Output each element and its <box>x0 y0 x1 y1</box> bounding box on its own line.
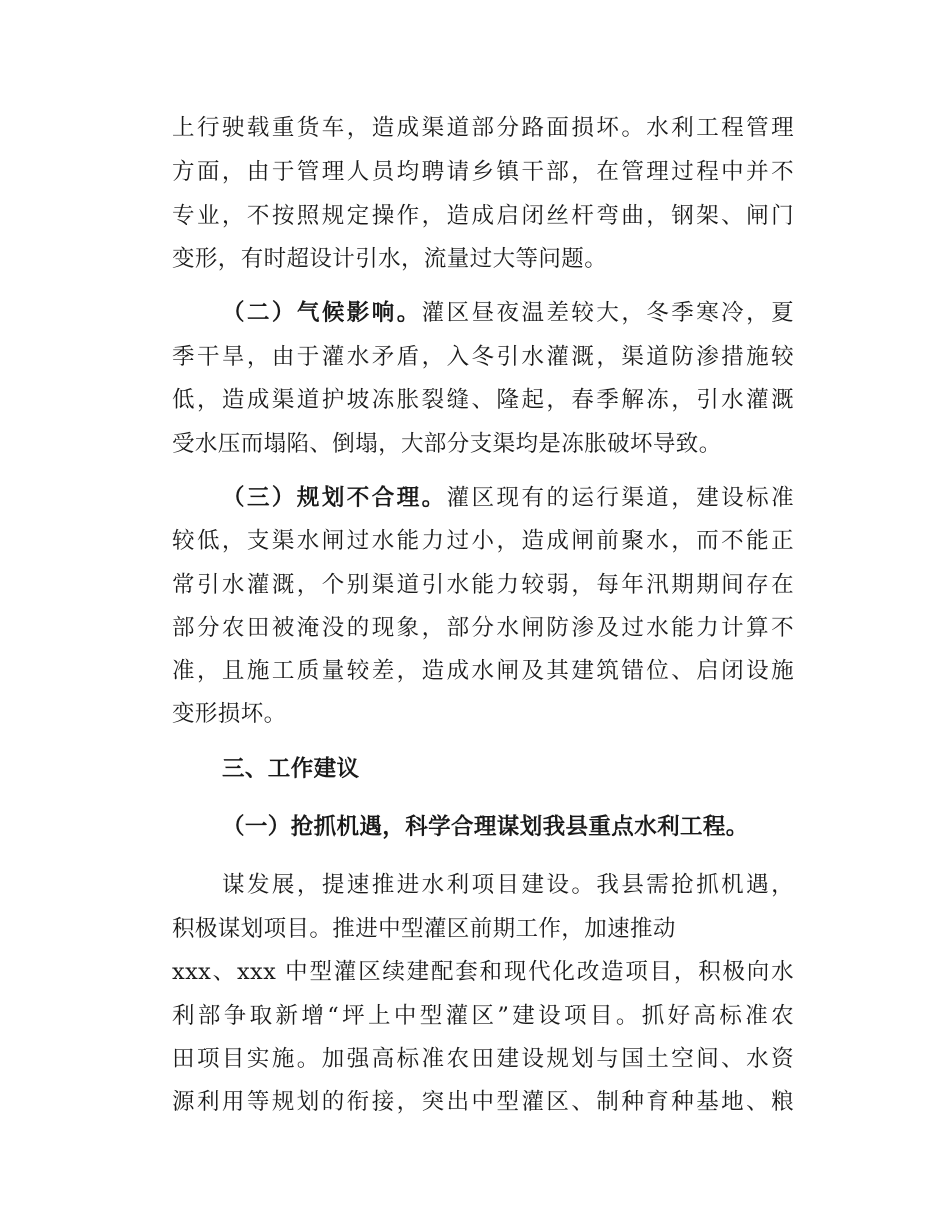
paragraph-3-line-1 <box>222 483 794 513</box>
paragraph-2-line-1 <box>222 298 794 328</box>
paragraph-2-line-2: 季干旱，由于灌水矛盾，入冬引水灌溉，渠道防渗措施较 <box>172 344 794 370</box>
paragraph-2-lead: （二）气候影响。 <box>222 300 422 326</box>
paragraph-4-line-4: 利部争取新增“坪上中型灌区”建设项目。抓好高标准农 <box>172 1003 794 1029</box>
paragraph-2-line-3: 低，造成渠道护坡冻胀裂缝、隆起，春季解冻，引水灌溉 <box>172 387 794 413</box>
paragraph-2-first-rest: 灌区昼夜温差较大，冬季寒冷，夏 <box>421 300 794 326</box>
paragraph-3-line-5: 准，且施工质量较差，造成水闸及其建筑错位、启闭设施 <box>172 658 794 684</box>
paragraph-3-line-6: 变形损坏。 <box>172 701 287 727</box>
subsection-heading: （一）抢抓机遇，科学合理谋划我县重点水利工程。 <box>222 814 749 840</box>
paragraph-3-first-rest: 灌区现有的运行渠道，建设标准 <box>446 485 794 511</box>
paragraph-4-line-2: 积极谋划项目。推进中型灌区前期工作，加速推动 <box>172 916 676 942</box>
paragraph-4-line-5: 田项目实施。加强高标准农田建设规划与国土空间、水资 <box>172 1046 794 1072</box>
section-heading: 三、工作建议 <box>222 756 360 782</box>
paragraph-4-line-6: 源利用等规划的衔接，突出中型灌区、制种育种基地、粮 <box>172 1089 794 1115</box>
paragraph-4-line-1: 谋发展，提速推进水利项目建设。我县需抢抓机遇， <box>222 872 794 898</box>
paragraph-3-line-2: 较低，支渠水闸过水能力过小，造成闸前聚水，而不能正 <box>172 528 794 554</box>
paragraph-1-line-1: 上行驶载重货车，造成渠道部分路面损坏。水利工程管理 <box>172 115 794 141</box>
paragraph-2-line-4: 受水压而塌陷、倒塌，大部分支渠均是冻胀破坏导致。 <box>172 431 722 457</box>
paragraph-3-line-3: 常引水灌溉，个别渠道引水能力较弱，每年汛期期间存在 <box>172 572 794 598</box>
paragraph-3-line-4: 部分农田被淹没的现象，部分水闸防渗及过水能力计算不 <box>172 615 794 641</box>
paragraph-1-line-4: 变形，有时超设计引水，流量过大等问题。 <box>172 246 608 272</box>
paragraph-3-lead: （三）规划不合理。 <box>222 485 447 511</box>
paragraph-4-line-3: xxx、xxx 中型灌区续建配套和现代化改造项目，积极向水 <box>172 959 794 985</box>
paragraph-1-line-3: 专业，不按照规定操作，造成启闭丝杆弯曲，钢架、闸门 <box>172 203 794 229</box>
paragraph-1-line-2: 方面，由于管理人员均聘请乡镇干部，在管理过程中并不 <box>172 159 794 185</box>
